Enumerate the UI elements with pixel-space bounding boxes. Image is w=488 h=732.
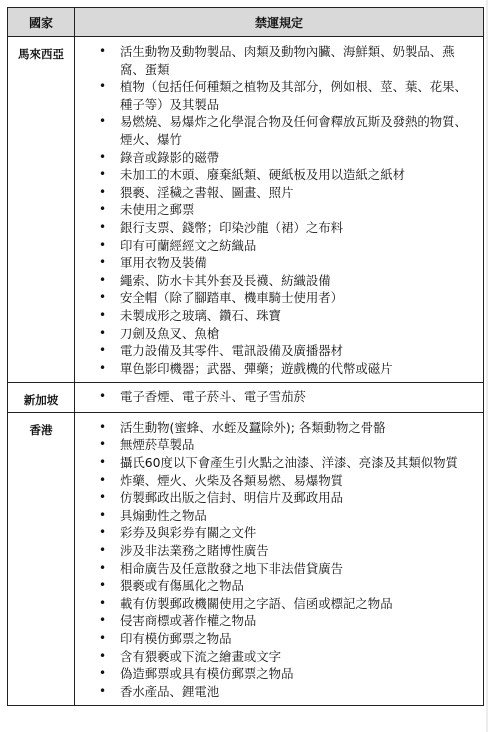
list-item: • 單色影印機器；武器、彈藥；遊戲機的代幣或磁片	[75, 360, 483, 378]
list-item: • 活生動物(蜜蜂、水蛭及蠶除外); 各類動物之骨骼	[75, 419, 483, 437]
list-item: • 電子香煙、電子菸斗、電子雪茄菸	[75, 388, 483, 406]
list-item: • 猥褻、淫穢之書報、圖畫、照片	[75, 184, 483, 202]
table-body	[8, 37, 484, 706]
embargo-rules-table	[7, 7, 484, 706]
list-item: • 猥褻或有傷風化之物品	[75, 577, 483, 595]
rule-list	[75, 419, 483, 701]
country-cell: 馬來西亞	[8, 37, 75, 383]
list-item: • 安全帽（除了腳踏車、機車騎士使用者）	[75, 289, 483, 307]
rules-cell	[75, 37, 484, 383]
list-item: • 易燃燒、易爆炸之化學混合物及任何會釋放瓦斯及發熱的物質、煙火、爆竹	[75, 113, 483, 148]
list-item: • 電力設備及其零件、電訊設備及廣播器材	[75, 342, 483, 360]
rule-list	[75, 43, 483, 377]
list-item: • 未使用之郵票	[75, 201, 483, 219]
country-cell: 新加坡	[8, 383, 75, 413]
list-item: • 炸藥、煙火、火柴及各類易燃、易爆物質	[75, 472, 483, 490]
table-row	[8, 412, 484, 706]
list-item: • 香水產品、鋰電池	[75, 683, 483, 701]
list-item: • 銀行支票、錢幣；印染沙龍（裙）之布料	[75, 219, 483, 237]
list-item: • 無煙菸草製品	[75, 436, 483, 454]
list-item: • 軍用衣物及裝備	[75, 254, 483, 272]
list-item: • 相命廣告及任意散發之地下非法借貸廣告	[75, 560, 483, 578]
list-item: • 仿製郵政出版之信封、明信片及郵政用品	[75, 489, 483, 507]
list-item: • 具煽動性之物品	[75, 507, 483, 525]
header-rules: 禁運規定	[75, 8, 484, 37]
list-item: • 侵害商標或著作權之物品	[75, 612, 483, 630]
list-item: • 彩券及與彩券有關之文件	[75, 524, 483, 542]
table-row	[8, 37, 484, 383]
list-item: • 刀劍及魚叉、魚槍	[75, 325, 483, 343]
list-item: • 涉及非法業務之賭博性廣告	[75, 542, 483, 560]
list-item: • 載有仿製郵政機關使用之字語、信函或標記之物品	[75, 595, 483, 613]
list-item: • 繩索、防水卡其外套及長襪、紡織設備	[75, 272, 483, 290]
list-item: • 印有模仿郵票之物品	[75, 630, 483, 648]
table-header-row	[8, 8, 484, 37]
list-item: • 攝氏60度以下會產生引火點之油漆、洋漆、亮漆及其類似物質	[75, 454, 483, 472]
country-cell: 香港	[8, 412, 75, 706]
list-item: • 偽造郵票或具有模仿郵票之物品	[75, 665, 483, 683]
rules-cell	[75, 412, 484, 706]
list-item: • 活生動物及動物製品、肉類及動物內臟、海鮮類、奶製品、燕窩、蛋類	[75, 43, 483, 78]
list-item: • 植物（包括任何種類之植物及其部分，例如根、莖、葉、花果、種子等）及其製品	[75, 78, 483, 113]
rules-cell	[75, 383, 484, 413]
list-item: • 含有猥褻或下流之繪畫或文字	[75, 648, 483, 666]
header-country: 國家	[8, 8, 75, 37]
table-row	[8, 383, 484, 413]
list-item: • 錄音或錄影的磁帶	[75, 149, 483, 167]
rule-list	[75, 388, 483, 406]
list-item: • 未加工的木頭、廢棄紙類、硬紙板及用以造紙之紙材	[75, 166, 483, 184]
list-item: • 印有可蘭經經文之紡織品	[75, 237, 483, 255]
list-item: • 未製成形之玻璃、鑽石、珠寶	[75, 307, 483, 325]
